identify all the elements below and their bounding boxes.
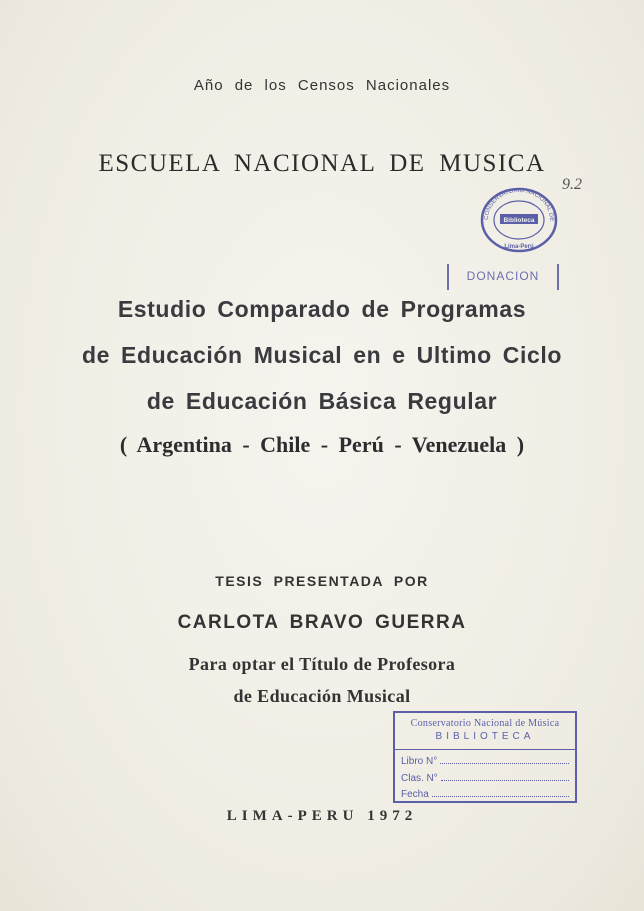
dotted-line: [440, 755, 569, 764]
library-institution: Conservatorio Nacional de Música: [410, 718, 560, 729]
title-line-1: Estudio Comparado de Programas: [117, 296, 527, 322]
donation-label: DONACION: [466, 269, 540, 283]
donation-stamp: [447, 264, 559, 290]
school-name: ESCUELA NACIONAL DE MUSICA: [98, 150, 546, 177]
title-line-3: de Educación Básica Regular: [146, 388, 498, 414]
author-name: CARLOTA BRAVO GUERRA: [177, 612, 467, 633]
thesis-presented-by: TESIS PRESENTADA POR: [215, 573, 429, 589]
seal-center-text: Biblioteca: [503, 217, 535, 224]
library-name: BIBLIOTECA: [435, 731, 535, 742]
year-heading: Año de los Censos Nacionales: [193, 77, 451, 94]
seal-ring-text: CONSERVATORIO NACIONAL DE: [483, 187, 555, 222]
library-row-fecha: [401, 788, 569, 800]
fecha-label: Fecha: [401, 789, 429, 800]
library-row-clas: [401, 772, 569, 784]
clas-label: Clas. N°: [401, 773, 438, 784]
library-row-libro: [401, 755, 569, 767]
library-seal-stamp: [478, 186, 560, 254]
place-and-year: LIMA-PERU 1972: [226, 808, 418, 824]
degree-line-1: Para optar el Título de Profesora: [188, 654, 456, 674]
library-stamp-header: [395, 713, 575, 750]
dotted-line: [432, 788, 569, 797]
dotted-line: [441, 772, 569, 781]
title-line-2: de Educación Musical en e Ultimo Ciclo: [81, 342, 563, 368]
handwritten-note: 9.2: [562, 176, 582, 193]
degree-line-2: de Educación Musical: [233, 686, 411, 706]
seal-icon: [478, 186, 560, 254]
seal-bottom-text: Lima-Perú: [504, 244, 534, 250]
libro-label: Libro N°: [401, 756, 438, 767]
countries-subtitle: ( Argentina - Chile - Perú - Venezuela ): [119, 432, 525, 457]
library-record-stamp: [393, 711, 577, 803]
